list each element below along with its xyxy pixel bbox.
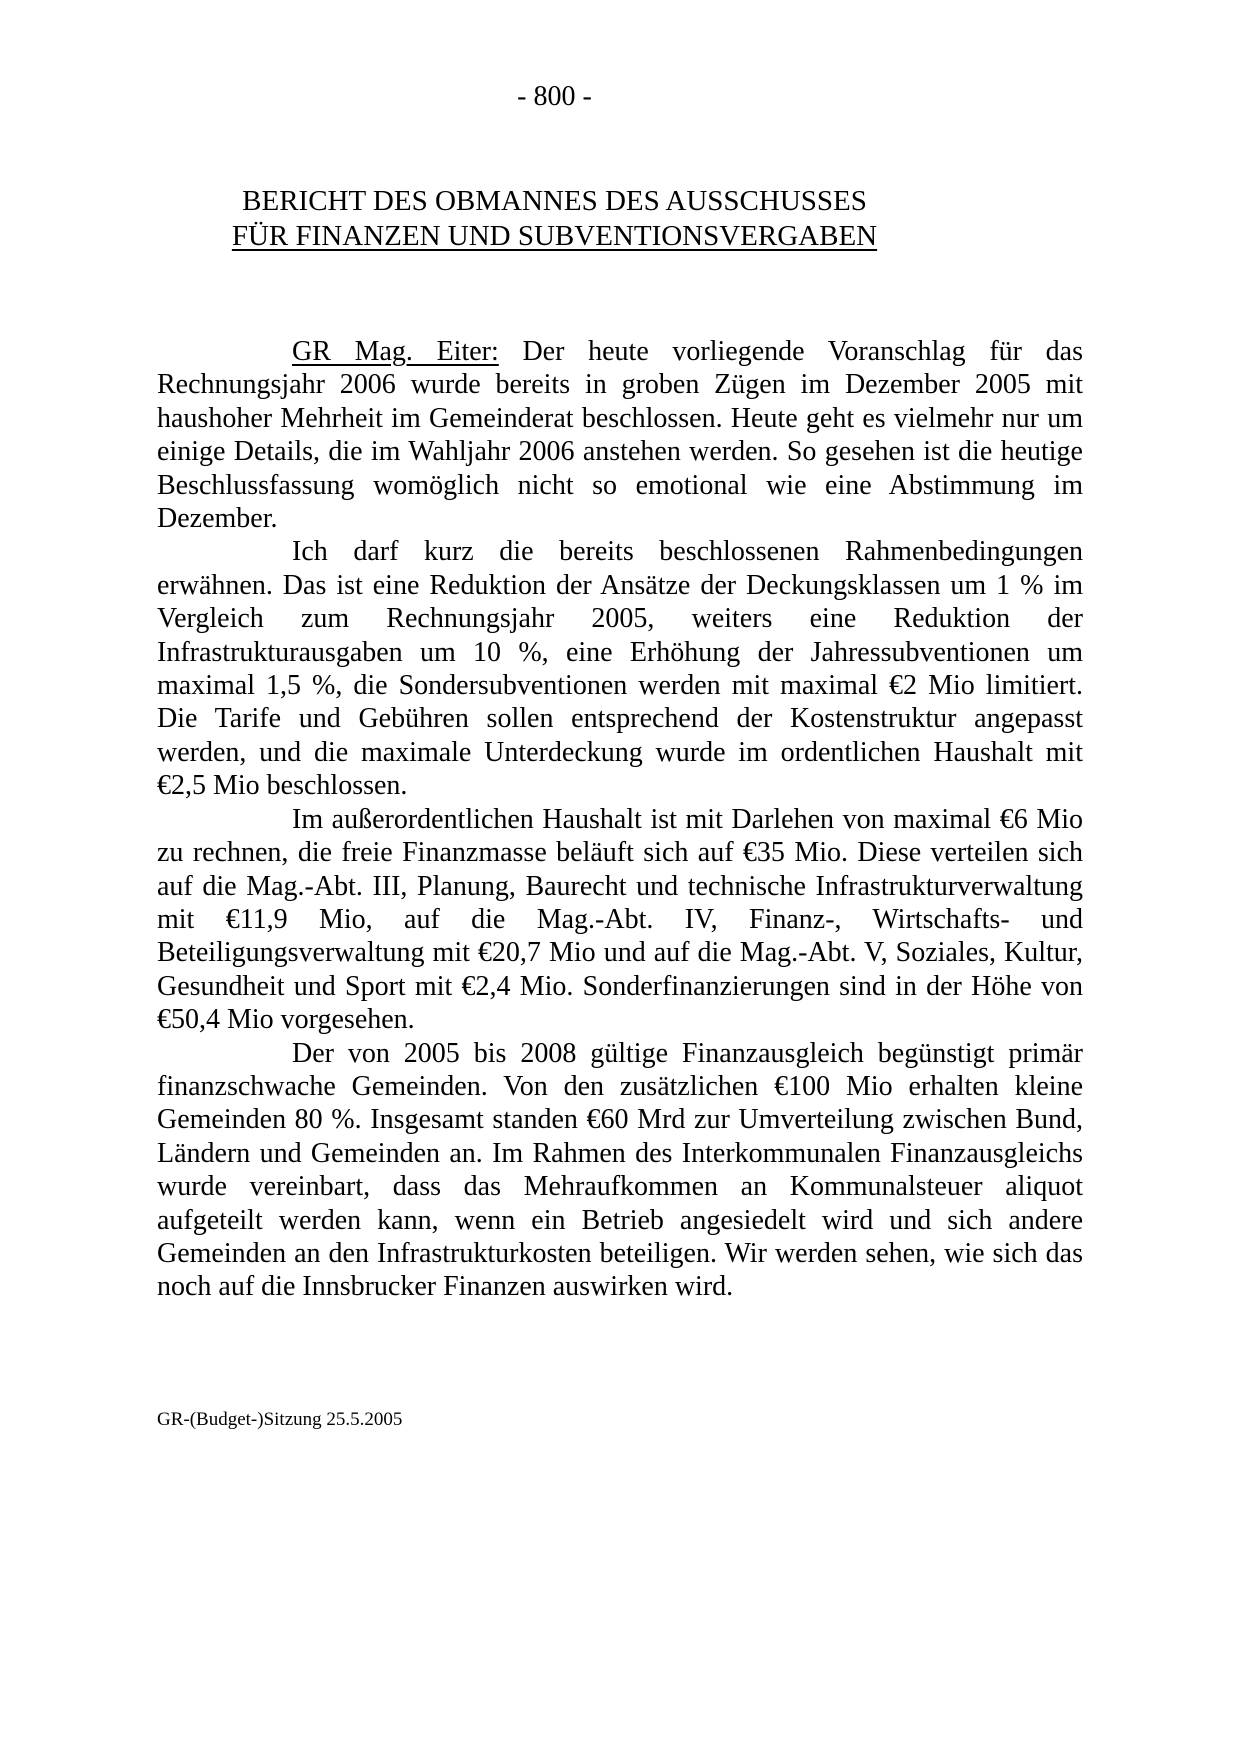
- speaker-name: GR Mag. Eiter:: [292, 336, 499, 367]
- page-footer: GR-(Budget-)Sitzung 25.5.2005: [157, 1409, 403, 1430]
- page-number: - 800 -: [517, 81, 592, 112]
- document-body: [157, 335, 1083, 1304]
- document-title: [157, 184, 952, 254]
- paragraph-1-text: Der heute vorliegende Voranschlag für das Rechnungsjahr 2006 wurde bereits in groben Zügen im Dezember 2005 mit haushoher Mehrheit im Gemeinderat beschlossen. Heute geht es vielmehr nur um einige Details, die im Wahljahr 2006 anstehen werden. So gesehen ist die heutige Beschlussfassung womöglich nicht so emotional wie eine Abstimmung im Dezember.: [157, 336, 1083, 535]
- paragraph-4: Der von 2005 bis 2008 gültige Finanzausgleich begünstigt primär finanzschwache Gemeinden. Von den zusätzlichen €100 Mio erhalten kleine Gemeinden 80 %. Insgesamt standen €60 Mrd zur Umverteilung zwischen Bund, Ländern und Gemeinden an. Im Rahmen des Interkommunalen Finanzausgleichs wurde vereinbart, dass das Mehraufkommen an Kommunalsteuer aliquot aufgeteilt werden kann, wenn ein Betrieb angesiedelt wird und sich andere Gemeinden an den Infrastrukturkosten beteiligen. Wir werden sehen, wie sich das noch auf die Innsbrucker Finanzen auswirken wird.: [157, 1037, 1083, 1303]
- title-line-2: FÜR FINANZEN UND SUBVENTIONSVERGABEN: [231, 220, 878, 252]
- paragraph-3: Im außerordentlichen Haushalt ist mit Darlehen von maximal €6 Mio zu rechnen, die freie Finanzmasse beläuft sich auf €35 Mio. Diese verteilen sich auf die Mag.-Abt. III, Planung, Baurecht und technische Infrastrukturverwaltung mit €11,9 Mio, auf die Mag.-Abt. IV, Finanz-, Wirtschafts- und Beteiligungsverwaltung mit €20,7 Mio und auf die Mag.-Abt. V, Soziales, Kultur, Gesundheit und Sport mit €2,4 Mio. Sonderfinanzierungen sind in der Höhe von €50,4 Mio vorgesehen.: [157, 803, 1083, 1036]
- paragraph-2: Ich darf kurz die bereits beschlossenen Rahmenbedingungen erwähnen. Das ist eine Reduktion der Ansätze der Deckungsklassen um 1 % im Vergleich zum Rechnungsjahr 2005, weiters eine Reduktion der Infrastrukturausgaben um 10 %, eine Erhöhung der Jahressubventionen um maximal 1,5 %, die Sondersubventionen werden mit maximal €2 Mio limitiert. Die Tarife und Gebühren sollen entsprechend der Kostenstruktur angepasst werden, und die maximale Unterdeckung wurde im ordentlichen Haushalt mit €2,5 Mio beschlossen.: [157, 536, 1083, 802]
- paragraph-1: [157, 335, 1083, 535]
- title-line-1: BERICHT DES OBMANNES DES AUSSCHUSSES: [242, 185, 867, 217]
